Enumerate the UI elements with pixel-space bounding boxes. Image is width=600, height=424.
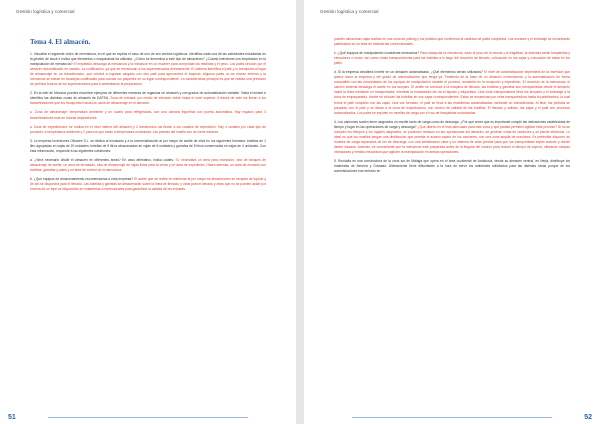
paragraph — [30, 52, 266, 87]
question-text: 3. La empresa Inversiones Olivares S.L. se dedica al envasado y a la comercialización al por mayor de aceite de oliva en los siguientes formatos: botellas de 1 litro agrupadas en cajas de 20 unidades; botellas de 5 litros almacenadas en cajas de 6 unidades y garrafas de 5 litros conservadas en cajas de 4 unidades. Con esta información, responde a las siguientes cuestiones: — [30, 138, 266, 153]
question-text: 4. Los camiones suelen tener asignados un muelle tanto de carga como de descarga. ¿Por qué crees que es importante cumplir las indicaciones establecidas de tiempo y lugar en las operaciones de carga y descarga? — [334, 119, 570, 129]
question-text: 1. Visualiza el siguiente vídeo de mercadona, en el que se explica el caso de uno de sus centros logísticos. Identifica cada una de las actividades estudiadas en la gestión de stock e indica que elementos o maquinarias ha utilizado. ¿Cómo se denomina a este tipo de almacenes? ¿Cuánto intervienen los empleados en la manipulación de mercancía? — [30, 52, 266, 67]
page-content — [30, 38, 266, 196]
answer-text: ● Zona de expediciones: se realiza en el nivel inferior del almacén y 2 transbordos los llevan a los canales de expedición. Hay 4 canales por cada tipo de producto: a temperatura ambiente y 2 para los que están a temperatura controlada. Las puertas del muelle son de cierre estanco. — [30, 124, 266, 134]
page-number: 52 — [584, 413, 592, 421]
question-text: c. ¿Qué equipos de manipulación consideras necesarios? — [334, 51, 421, 56]
page-footer — [304, 410, 600, 424]
question-text: a. ¿Será necesario dividir el almacén en diferentes áreas? En caso afirmativo, indica cuáles. — [30, 157, 176, 162]
page-content — [334, 37, 570, 178]
page-footer — [0, 410, 296, 424]
paragraph — [334, 70, 570, 115]
page-header: Gestión logística y comercial — [320, 9, 379, 14]
page-gutter — [296, 0, 304, 424]
paragraph — [30, 110, 266, 120]
answer-text: pueden almacenar cajas sueltas en una zona de picking y los pedidos que conforman la cantidad de palés completos. Los envases y el embalaje se encontrarán paletizados en un área de estanterías convencionales. — [334, 37, 570, 47]
page-number: 51 — [8, 413, 16, 421]
answer-text: Sí, necesitará un área para recepción, otra de tanques de almacenaje de aceite, un área de envasado, otra de almacenaje de cajas listas para la venta y un área de expedición. Habrá además, un área de envases con botellas, garrafas y palés y un área de control de la mercancía. — [30, 157, 267, 172]
question-text: 5. Rondalla es una constructora de la zona sur de Málaga que opera en el área occidental de Andalucía, desde su almacén central, en Nerja, distribuye los materiales de Almería y Granada. Últimamente tiene dificultades a la hora de servir los materiales solicitados para las distintas obras porque de los suministradores han entrado en — [334, 158, 570, 174]
chapter-title: Tema 4. El almacén. — [30, 38, 91, 46]
answer-text: ● Zona de almacenaje: temperatura ambiente y un cuarto para refrigerados, con una cámara frigorífica con puerta automática. Hay espacio para 3 transelevadores más en futuras ampliaciones. — [30, 110, 266, 120]
paragraph — [334, 37, 570, 47]
paragraph — [30, 177, 266, 192]
question-text: b. ¿Qué equipos de almacenamiento recomendarías a esta empresa? — [30, 176, 135, 181]
question-text: 2. En la web de Mecalux puedes encontrar ejemplos de diferentes maneras de organizar un almacén y con grados de automatización variable. Visita el enlace e identifica las distintas zonas de almacén de DAFSA. — [30, 91, 266, 101]
answer-text: Para manipular la mercancía, dado el peso de la misma y la fragilidad, la obtenida serán traspaletas y elevadores o motor, así como cintas transportadoras para las botellas a lo largo del recorrido de llenado, colocación en las cajas y colocación de estas en los palés. — [334, 51, 570, 66]
right-page — [304, 0, 600, 424]
paragraph — [30, 139, 266, 154]
answer-text: El nivel de automatización dependerá de la inversión que quiera hacer la empresa y del grado de automatización que tenga ya. Partiendo de la base de un almacén convencional, y la automatización de forma compatible con las necesidades de los equipos de manipulación durante el proceso, aumentar en la recepción y expedición. El recorrido de la mercancía: el camión cisterna descarga el aceite en los tanques. El aceite se conduce a la máquina de llenado, las botellas y garrafas son transportadas desde el almacén hasta la línea mediante un transportador, mientras la envasadora les da el tapado y etiquetado. Una cinta transportadora lleva los envases y el embalaje a la zona de empaquetado, donde se colocan las botellas en sus cajas correspondientes. Estas se encaminan por cinta transportadora hasta la paletizadora, la cual forma el palé completo con las cajas. Una vez formado, el palé se lleva a las estanterías automatizadas mediante un transelevador. Al final, los pedidos se preparan con el palé y se llevan a la zona de expediciones, con control de calidad de las botellas. El llenado y sellado, las cajas y el palé son procesos automatizados. Los palés se expiden en muelles de carga con el uso de traspaletas motorizadas. — [334, 70, 571, 115]
answer-text: ¿Qué diseño es el más adecuado para este zona y qué pautas permiten agilizar este proceso? Si no se cumplen los tiempos y los lugares asignados, se producen retrasos en las operaciones del almacén, se generan colas de camiones y se pierde eficiencia. Lo ideal es que los muelles tengan una distribución que permita el acceso rápido de los camiones, con una zona amplia de maniobra. Es preferible disponer de muelles de carga separados de los de descarga, con una señalización clara y un sistema de citas previas para que los transportistas sepan cuándo y dónde deben situarse. Además, es conveniente que la mercancía esté preparada antes de la llegada del camión para reducir el tiempo de espera, utilizando rampas niveladoras y medios mecánicos que agilicen la manipulación en ambas operaciones. — [334, 124, 570, 154]
paragraph — [334, 120, 570, 155]
left-page — [0, 0, 296, 424]
footer-divider — [48, 417, 248, 418]
page-header: Gestión logística y comercial — [16, 9, 75, 14]
answer-text: El aceite que se recibe en cisternas al por mayor se almacenarán en tanques de líquido y de ahí se dispondrá para el llenado. Las botellas y garrafas se almacenarán sobre la línea de llenado, y otras para el llenado y otras que no se pueden apilar por encima de un tope se dispondrán en estanterías convencionales para garantizar la calidad de los envases. — [30, 176, 266, 192]
paragraph — [30, 125, 266, 135]
footer-divider — [352, 417, 552, 418]
paragraph — [30, 91, 266, 106]
answer-text: Zona de entrada: por medio de elevador doble hasta el nivel superior. A través de este los llevan a los transelevadores que los transportan hasta los racks de almacenaje en el almacén. — [30, 96, 266, 106]
paragraph — [30, 158, 266, 173]
paragraph — [334, 159, 570, 174]
answer-text: El empleado descarga la mercancía y la introduce en un escáner para comprobar las medidas y el peso. Los palés circulan por el almacén automatizado en cambio. La codificación, ya que se mencionan a los supermercados directamente. El sistema identifica el palé y lo transporta al lugar de almacenaje en un transelevador, que volverá a ingresar cargado con otro palé para aprovechar el trayecto. Algunos palés no se envían enteros y la mercancía se extrae en bandejas codificadas para colocar los paquetes en su lugar correspondiente. La característica principal es que se realiza una previsión de pedidos futuros de los supermercados para ir adelantando la preparación. — [30, 62, 266, 87]
question-text: d. Si la empresa decidiera invertir en un almacén automatizado, ¿Qué elementos serían utilizados? — [334, 70, 485, 75]
paragraph — [334, 51, 570, 66]
